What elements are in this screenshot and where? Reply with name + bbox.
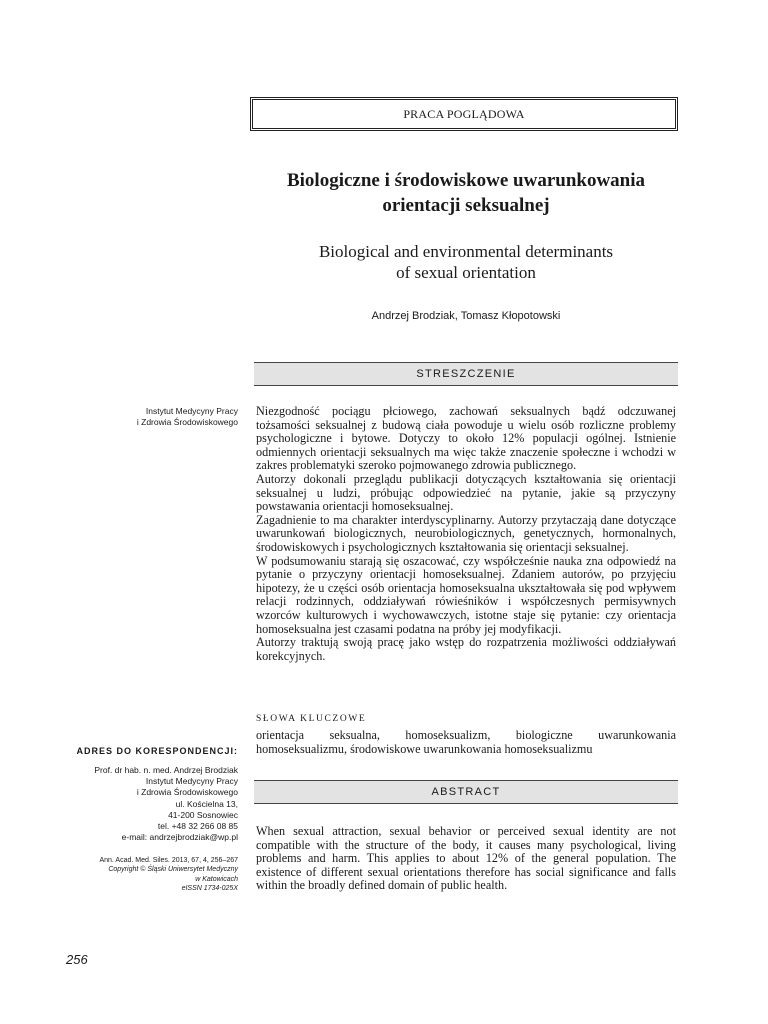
affiliation-line-2: i Zdrowia Środowiskowego (136, 417, 238, 427)
abstract-heading: ABSTRACT (254, 780, 678, 804)
keywords-text: orientacja seksualna, homoseksualizm, biologiczne uwarunkowania homoseksualizmu, środowiskowe uwarunkowania homoseksualizmu (256, 728, 676, 756)
correspondence-line: i Zdrowia Środowiskowego (136, 787, 238, 798)
keywords-heading: SŁOWA KLUCZOWE (256, 714, 367, 724)
title-english-line-1: Biological and environmental determinants (318, 242, 614, 261)
streszczenie-paragraph: Niezgodność pociągu płciowego, zachowań seksualnych bądź odczuwanej tożsamości seksualnej z budową ciała powoduje u wielu osób rozliczne problemy psychologiczne i bytowe. Dotyczy to około 12% populacji ogólnej. Istnienie odmiennych orientacji seksualnych ma więc także znaczenie społeczne i wchodzi w zakres problematyki szeroko pojmowanego zdrowia publicznego. (256, 404, 676, 473)
correspondence-line: tel. +48 32 266 08 85 (157, 821, 238, 832)
streszczenie-body (256, 405, 676, 663)
streszczenie-paragraph: Zagadnienie to ma charakter interdyscyplinarny. Autorzy przytaczają dane dotyczące uwarunkowań biologicznych, neurobiologicznych, genetycznych, hormonalnych, środowiskowych i psychologicznych kształtowania się orientacji seksualnej. (256, 512, 676, 554)
affiliation-line-1: Instytut Medycyny Pracy (145, 406, 238, 416)
citation-block (60, 856, 238, 894)
citation-journal: Ann. Acad. Med. Siles. 2013, 67, 4, 256–267 (99, 857, 238, 864)
correspondence-line: Prof. dr hab. n. med. Andrzej Brodziak (94, 765, 238, 775)
title-polish-line-1: Biologiczne i środowiskowe uwarunkowania (286, 170, 646, 191)
streszczenie-paragraph: Autorzy dokonali przeglądu publikacji dotyczących kształtowania się orientacji seksualnej u ludzi, próbując odpowiedzieć na pytanie, jakie są przyczyny powstawania orientacji homoseksualnej. (256, 471, 676, 514)
article-type-box (250, 97, 678, 131)
correspondence-line: ul. Kościelna 13, (175, 798, 238, 809)
abstract-body: When sexual attraction, sexual behavior or perceived sexual identity are not compatible with the structure of the body, it causes many psychological, living problems and harm. This applies to about 12% of the general population. The existence of different sexual orientations therefore has social significance and falls within the broadly defined domain of public health. (256, 824, 676, 893)
citation-issn: eISSN 1734-025X (181, 885, 238, 893)
streszczenie-paragraph: W podsumowaniu starają się oszacować, czy współcześnie nauka zna odpowiedź na pytanie o przyczyny orientacji homoseksualnej. Zdaniem autorów, po przyjęciu hipotezy, że u części osób orientacja homoseksualna ukształtowała się pod wpływem relacji rodzinnych, oddziaływań rówieśników i współczesnych permisywnych wzorców kulturowych i wychowawczych, istotne staje się pytanie: czy orientacja homoseksualna jest czasami podatna na próby jej modyfikacji. (256, 553, 676, 636)
streszczenie-paragraph: Autorzy traktują swoją pracę jako wstęp do rozpatrzenia możliwości oddziaływań korekcyjnych. (256, 635, 676, 663)
affiliation (60, 406, 238, 428)
title-english-line-2: of sexual orientation (396, 263, 536, 282)
title-english (254, 241, 678, 283)
correspondence-email[interactable]: e-mail: andrzejbrodziak@wp.pl (121, 832, 238, 843)
article-type-label: PRACA POGLĄDOWA (403, 106, 525, 121)
title-polish (254, 168, 678, 218)
correspondence-line: Instytut Medycyny Pracy (145, 776, 238, 787)
citation-location: w Katowicach (195, 875, 238, 883)
correspondence-line: 41-200 Sosnowiec (168, 809, 238, 820)
streszczenie-heading: STRESZCZENIE (254, 362, 678, 386)
page-number: 256 (66, 952, 88, 967)
citation-copyright: Copyright © Śląski Uniwersytet Medyczny (108, 866, 238, 874)
authors: Andrzej Brodziak, Tomasz Kłopotowski (371, 310, 561, 322)
title-polish-line-2: orientacji seksualnej (382, 195, 550, 216)
correspondence-heading: ADRES DO KORESPONDENCJI: (76, 746, 238, 756)
correspondence-address (60, 765, 238, 843)
